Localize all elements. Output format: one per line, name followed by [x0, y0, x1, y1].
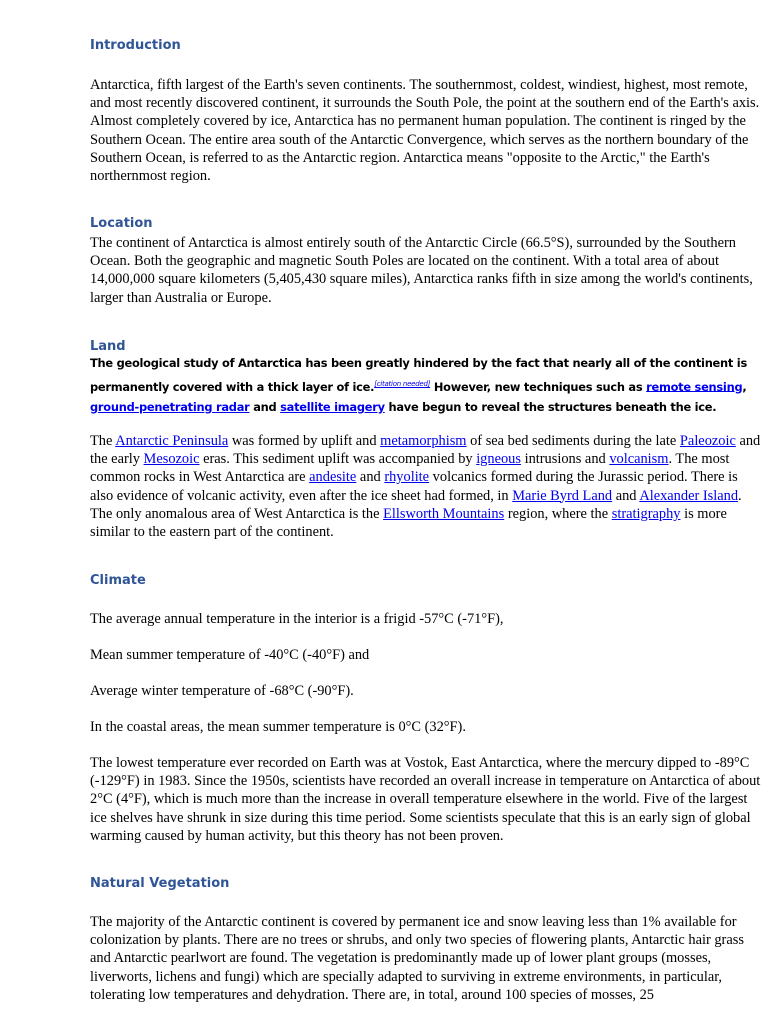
- introduction-paragraph: Antarctica, fifth largest of the Earth's seven continents. The southernmost, coldest, windiest, highest, most remote, and most recently discovered continent, it surrounds the South Pole, the point at the southern end of the Earth's axis. Almost completely covered by ice, Antarctica has no permanent human population. The continent is ringed by the Southern Ocean. The entire area south of the Antarctic Convergence, which serves as the northern boundary of the Southern Ocean, is referred to as the Antarctic region. Antarctica means "opposite to the Arctic," the Earth's northernmost region.: [90, 77, 760, 185]
- climate-line-1: The average annual temperature in the interior is a frigid -57°C (-71°F),: [90, 611, 504, 627]
- land-p1-text-3: ,: [742, 379, 747, 394]
- volcanism-link[interactable]: volcanism: [609, 451, 669, 468]
- land-p2-text: of sea bed sediments during the late: [466, 433, 680, 449]
- land-p2-text: The: [90, 433, 116, 449]
- land-paragraph-2: [90, 432, 762, 541]
- introduction-heading: Introduction: [90, 38, 181, 53]
- land-p1-text-4: and: [249, 399, 281, 414]
- andesite-link[interactable]: andesite: [309, 469, 357, 486]
- citation-needed: [374, 380, 430, 388]
- alexander-island-link[interactable]: Alexander Island: [639, 487, 739, 504]
- land-p2-text: intrusions and: [520, 451, 610, 468]
- land-p2-text: and: [612, 487, 640, 504]
- antarctic-peninsula-link[interactable]: Antarctic Peninsula: [115, 433, 229, 449]
- satellite-imagery-link[interactable]: satellite imagery: [280, 399, 385, 414]
- metamorphism-link[interactable]: metamorphism: [380, 433, 467, 449]
- ground-penetrating-radar-link[interactable]: ground-penetrating radar: [90, 399, 250, 414]
- climate-heading: Climate: [90, 573, 146, 588]
- land-heading: Land: [90, 339, 126, 354]
- climate-paragraph: The lowest temperature ever recorded on Earth was at Vostok, East Antarctica, where the mercury dipped to -89°C (-129°F) in 1983. Since the 1950s, scientists have recorded an overall increase in temperature on Antarctica of about 2°C (4°F), which is much more than the increase in overall temperature elsewhere in the world. Five of the largest ice shelves have shrunk in size during this time period. Some scientists speculate that this is an early sign of global warming caused by human activity, but this theory has not been proven.: [90, 755, 761, 844]
- land-paragraph-1: [90, 353, 762, 417]
- land-p2-text: . The only anomalous area of West Antarctica is the: [90, 487, 742, 522]
- land-p2-text: eras. This sediment uplift was accompanied by: [199, 451, 477, 468]
- remote-sensing-link[interactable]: remote sensing: [646, 379, 743, 394]
- climate-line-2: Mean summer temperature of -40°C (-40°F) and: [90, 647, 370, 663]
- land-p1-text-1: The geological study of Antarctica has been greatly hindered by the fact that nearly all of the continent is permanently covered with a thick layer of ice.: [90, 356, 747, 394]
- land-p2-text: was formed by uplift and: [228, 433, 381, 449]
- land-p2-text: and the early: [90, 433, 761, 468]
- stratigraphy-link[interactable]: stratigraphy: [611, 505, 681, 522]
- climate-line-3: Average winter temperature of -68°C (-90°F).: [90, 683, 354, 699]
- land-p2-text: . The most common rocks in West Antarctica are: [90, 451, 730, 486]
- land-p2-text: and: [356, 469, 385, 486]
- ellsworth-mountains-link[interactable]: Ellsworth Mountains: [383, 505, 505, 522]
- marie-byrd-land-link[interactable]: Marie Byrd Land: [512, 487, 613, 504]
- land-p2-text: is more similar to the eastern part of the continent.: [90, 505, 727, 541]
- location-heading: Location: [90, 216, 153, 231]
- paleozoic-link[interactable]: Paleozoic: [679, 433, 736, 449]
- mesozoic-link[interactable]: Mesozoic: [143, 451, 200, 468]
- rhyolite-link[interactable]: rhyolite: [384, 469, 430, 486]
- land-p1-text-5: have begun to reveal the structures beneath the ice.: [384, 399, 717, 414]
- igneous-link[interactable]: igneous: [476, 451, 521, 468]
- land-p1-text-2: However, new techniques such as: [430, 379, 647, 394]
- citation-needed-link[interactable]: [citation needed]: [374, 379, 431, 388]
- natural-vegetation-paragraph: The majority of the Antarctic continent is covered by permanent ice and snow leaving less than 1% available for colonization by plants. There are no trees or shrubs, and only two species of flowering plants, Antarctic hair grass and Antarctic pearlwort are found. The vegetation is predominantly made up of lower plant groups (mosses, liverworts, lichens and fungi) which are specially adapted to surviving in extreme environments, in particular, tolerating low temperatures and dehydration. There are, in total, around 100 species of mosses, 25: [90, 914, 744, 1003]
- climate-line-4: In the coastal areas, the mean summer temperature is 0°C (32°F).: [90, 719, 466, 735]
- natural-vegetation-heading: Natural Vegetation: [90, 876, 230, 891]
- land-p2-text: region, where the: [504, 505, 612, 522]
- land-p2-text: volcanics formed during the Jurassic period. There is also evidence of volcanic activity, even after the ice sheet had formed, in: [90, 469, 738, 504]
- location-paragraph: The continent of Antarctica is almost entirely south of the Antarctic Circle (66.5°S), surrounded by the Southern Ocean. Both the geographic and magnetic South Poles are located on the continent. With a total area of about 14,000,000 square kilometers (5,405,430 square miles), Antarctica ranks fifth in size among the world's continents, larger than Australia or Europe.: [90, 235, 753, 306]
